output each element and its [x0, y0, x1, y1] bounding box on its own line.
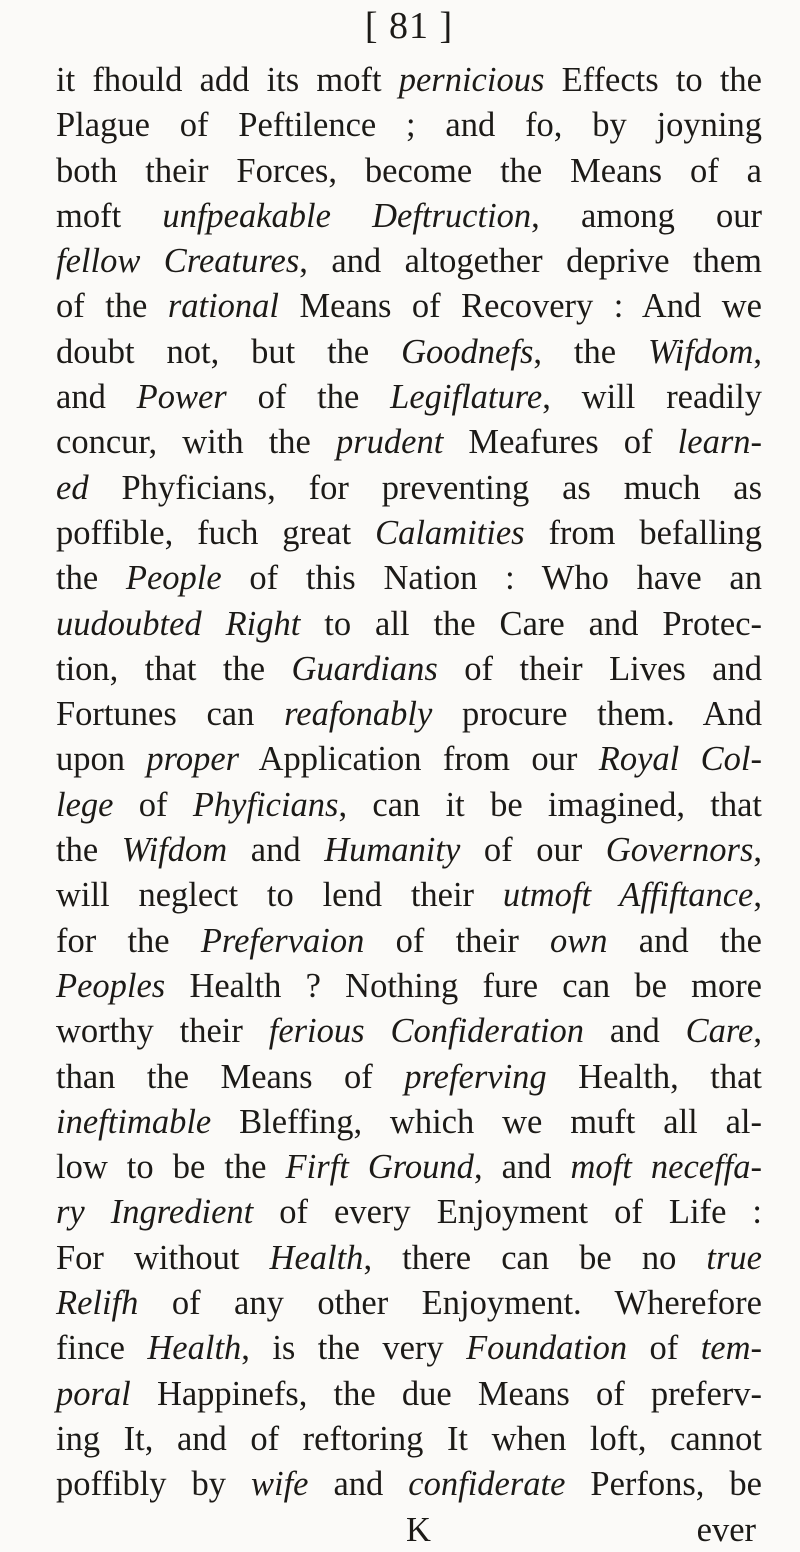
text-run: Bleffing, which we muft all al- [211, 1102, 762, 1141]
text-line [56, 692, 762, 737]
text-line [56, 873, 762, 918]
text-line [56, 149, 762, 194]
text-run: of their [364, 921, 551, 960]
text-run: , [753, 1012, 762, 1051]
italic-text: Wifdom [121, 831, 228, 870]
text-line [56, 103, 762, 148]
text-run: Application from our [239, 740, 599, 779]
italic-text: tem- [700, 1329, 762, 1368]
text-run: and [56, 378, 137, 417]
italic-text: Peoples [56, 966, 166, 1005]
text-run: the [56, 831, 122, 870]
italic-text: People [125, 559, 222, 598]
text-run: will neglect to lend their [56, 876, 503, 915]
text-run: Meafures of [443, 423, 678, 462]
italic-text: prudent [335, 423, 444, 462]
text-line [56, 1236, 762, 1281]
italic-text: Wifdom [647, 332, 754, 371]
text-line [56, 964, 762, 1009]
italic-text: Care [685, 1012, 754, 1051]
text-line [56, 194, 762, 239]
text-run: tion, that the [56, 649, 292, 688]
page-number: [ 81 ] [364, 5, 454, 47]
text-line [56, 919, 762, 964]
catchword: ever [696, 1510, 756, 1549]
italic-text: poral [56, 1374, 131, 1413]
text-run: of this Nation : Who have an [221, 559, 762, 598]
text-run: it fhould add its moft [56, 61, 399, 99]
text-run: Health, that [546, 1057, 762, 1096]
italic-text: learn- [677, 423, 762, 462]
text-run: , among our [531, 196, 762, 235]
text-line [56, 58, 762, 103]
text-run: fince [56, 1329, 148, 1368]
italic-text: Goodnefs [401, 332, 534, 371]
italic-text: own [550, 921, 608, 960]
italic-text: Health [269, 1238, 364, 1277]
text-run: Effects to the [544, 61, 762, 99]
text-run: Happinefs, the due Means of preferv- [130, 1374, 762, 1413]
text-run: doubt not, but the [56, 332, 402, 371]
text-run: than the Means of [56, 1057, 405, 1096]
italic-text: unfpeakable Deftruction [162, 196, 532, 235]
italic-text: Relifh [56, 1284, 139, 1323]
italic-text: Health [147, 1329, 242, 1368]
italic-text: Governors [605, 831, 754, 870]
text-line [56, 737, 762, 782]
text-line [56, 511, 762, 556]
text-line [56, 1417, 762, 1462]
text-line [56, 1462, 762, 1507]
italic-text: pernicious [398, 61, 545, 99]
italic-text: confiderate [408, 1465, 566, 1504]
italic-text: reafonably [284, 695, 433, 734]
text-line [56, 1372, 762, 1417]
text-run: , is the very [241, 1329, 467, 1368]
italic-text: Foundation [466, 1329, 628, 1368]
text-run: worthy their [56, 1012, 269, 1051]
italic-text: ferious Confideration [268, 1012, 585, 1051]
text-run: , and altogether deprive them [299, 242, 762, 281]
text-run: from befalling [524, 513, 762, 552]
text-line [56, 1190, 762, 1235]
text-line [56, 420, 762, 465]
text-line [56, 375, 762, 420]
text-run: and [227, 831, 325, 870]
text-run: , the [533, 332, 648, 371]
text-run: , [753, 332, 762, 371]
text-run: of the [226, 378, 391, 417]
italic-text: preferving [404, 1057, 547, 1096]
italic-text: lege [56, 785, 114, 824]
italic-text: wife [251, 1465, 309, 1504]
text-run: ing It, and of reftoring It when loft, cannot [56, 1419, 762, 1458]
italic-text: ry Ingredient [56, 1193, 254, 1232]
text-line [56, 602, 762, 647]
italic-text: Calamities [375, 513, 525, 552]
italic-text: utmoft Affiftance [502, 876, 754, 915]
text-run: , there can be no [363, 1238, 707, 1277]
signature-mark: K [406, 1510, 431, 1549]
text-run: , will readily [542, 378, 762, 417]
text-run: concur, with the [56, 423, 336, 462]
text-run: of [113, 785, 193, 824]
text-run: to all the Care and Protec- [300, 604, 762, 643]
text-run: , [753, 876, 762, 915]
body-text [56, 58, 762, 1508]
italic-text: proper [146, 740, 240, 779]
italic-text: Phyficians [192, 785, 339, 824]
text-run: low to be the [56, 1148, 286, 1187]
text-line [56, 1055, 762, 1100]
italic-text: Firft Ground [285, 1148, 474, 1187]
text-run: Plague of Peftilence ; and fo, by joyning [56, 106, 762, 145]
text-run: and the [607, 921, 762, 960]
italic-text: Humanity [324, 831, 461, 870]
text-run: upon [56, 740, 147, 779]
italic-text: ed [56, 468, 89, 507]
italic-text: ineftimable [56, 1102, 212, 1141]
text-run: Fortunes can [56, 695, 285, 734]
text-run: of the [56, 287, 168, 326]
text-line [56, 1009, 762, 1054]
italic-text: moft neceffa- [570, 1148, 762, 1187]
text-line [56, 1145, 762, 1190]
italic-text: Prefervaion [200, 921, 365, 960]
italic-text: Legiflature [390, 378, 543, 417]
text-run: poffibly by [56, 1465, 251, 1504]
text-run: the [56, 559, 126, 598]
text-line [56, 1326, 762, 1371]
text-run: of any other Enjoyment. Wherefore [138, 1284, 762, 1323]
page-footer [56, 1508, 762, 1552]
text-run: moft [56, 196, 163, 235]
text-line [56, 466, 762, 511]
text-run: procure them. And [432, 695, 762, 734]
text-run: , can it be imagined, that [338, 785, 762, 824]
text-run: Means of Recovery : And we [279, 287, 762, 326]
italic-text: Guardians [291, 649, 438, 688]
text-run: Perfons, be [565, 1465, 762, 1504]
text-run: for the [56, 921, 201, 960]
italic-text: uudoubted Right [56, 604, 301, 643]
text-line [56, 1100, 762, 1145]
italic-text: true [706, 1238, 762, 1277]
text-run: and [584, 1012, 686, 1051]
text-run: and [308, 1465, 409, 1504]
text-run: of [627, 1329, 701, 1368]
text-run: Phyficians, for preventing as much as [88, 468, 762, 507]
text-run: For without [56, 1238, 270, 1277]
text-run: of their Lives and [437, 649, 762, 688]
text-line [56, 1281, 762, 1326]
text-line [56, 828, 762, 873]
text-line [56, 783, 762, 828]
text-run: poffible, fuch great [56, 513, 376, 552]
italic-text: Royal Col- [598, 740, 763, 779]
text-run: Health ? Nothing fure can be more [165, 966, 762, 1005]
text-run: of every Enjoyment of Life : [253, 1193, 763, 1232]
italic-text: Power [136, 378, 227, 417]
text-line [56, 647, 762, 692]
text-line [56, 330, 762, 375]
text-line [56, 556, 762, 601]
italic-text: rational [167, 287, 279, 326]
text-line [56, 239, 762, 284]
text-run: , [753, 831, 762, 870]
text-line [56, 284, 762, 329]
italic-text: fellow Creatures [56, 242, 300, 281]
text-run: , and [473, 1148, 571, 1187]
text-run: both their Forces, become the Means of a [56, 151, 762, 190]
text-run: of our [460, 831, 606, 870]
